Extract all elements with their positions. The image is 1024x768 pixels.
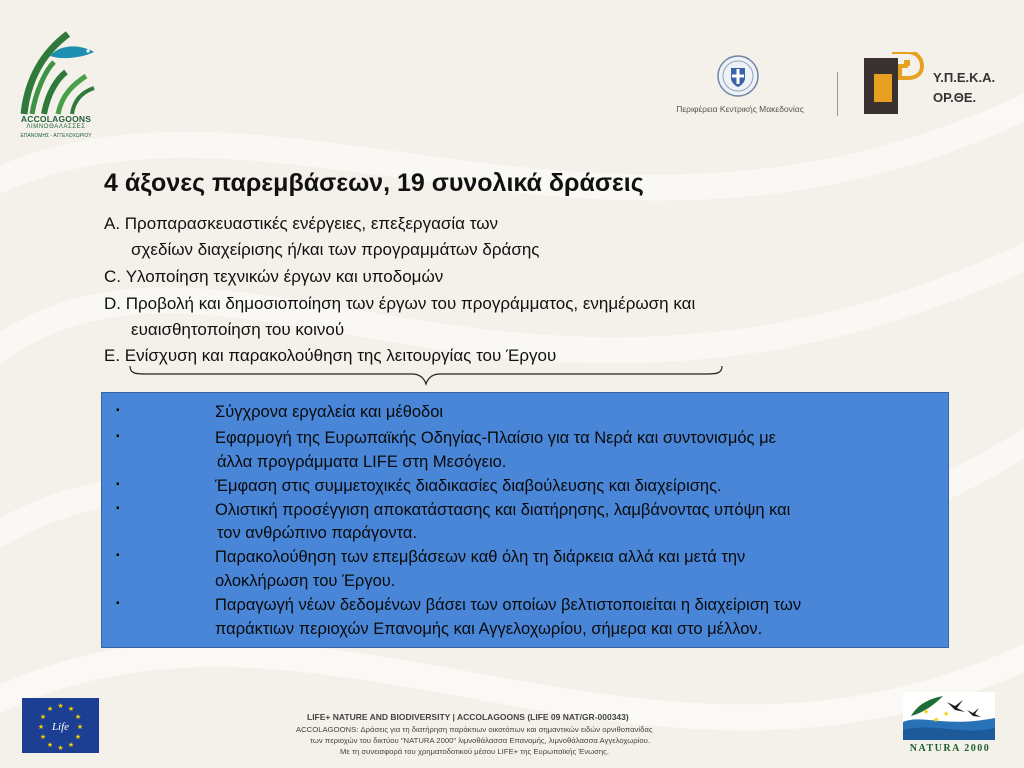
benefit-line: Έμφαση στις συμμετοχικές διαδικασίες διαβούλευσης και διαχείρισης. xyxy=(215,477,722,495)
curly-brace xyxy=(128,364,724,386)
greek-seal-icon xyxy=(716,54,760,98)
ypeka-title: Υ.Π.Ε.Κ.Α. xyxy=(933,70,996,85)
natura-2000-logo xyxy=(903,692,995,750)
svg-text:★: ★ xyxy=(37,723,45,731)
svg-text:★: ★ xyxy=(943,710,950,718)
axis-d-line-1: D. Προβολή και δημοσιοποίηση των έργων του προγράμματος, ενημέρωση και xyxy=(104,294,696,313)
axis-e-line: E. Ενίσχυση και παρακολούθηση της λειτουργίας του Έργου xyxy=(104,346,557,365)
eu-life-label: Life xyxy=(51,721,70,733)
axis-c-line: C. Υλοποίηση τεχνικών έργων και υποδομών xyxy=(104,267,444,286)
accolagoons-subtitle-2: ΕΠΑΝΟΜΗΣ - ΑΓΓΕΛΟΧΩΡΙΟΥ xyxy=(20,133,92,139)
svg-text:★: ★ xyxy=(67,741,75,749)
benefit-line: Σύγχρονα εργαλεία και μέθοδοι xyxy=(215,403,444,421)
header-divider xyxy=(837,72,838,116)
footer-program-line: LIFE+ NATURE AND BIODIVERSITY | ACCOLAGOONS (LIFE 09 NAT/GR-000343) xyxy=(307,712,629,722)
svg-text:★: ★ xyxy=(933,716,940,724)
bullet-icon: ▪ xyxy=(116,550,120,561)
accolagoons-name: ACCOLAGOONS xyxy=(20,114,92,124)
accolagoons-subtitle: ΛΙΜΝΟΘΑΛΑΣΣΕΣ xyxy=(26,124,86,130)
orthe-title: ΟΡ.ΘΕ. xyxy=(933,90,977,105)
benefit-line: τον ανθρώπινο παράγοντα. xyxy=(217,524,418,542)
axis-a-line-1: A. Προπαρασκευαστικές ενέργειες, επεξεργασία των xyxy=(104,214,498,233)
eu-life-logo xyxy=(22,698,99,753)
benefit-line: παράκτιων περιοχών Επανομής και Αγγελοχωρίου, σήμερα και στο μέλλον. xyxy=(215,620,763,638)
footer-description-line: ACCOLAGOONS: Δράσεις για τη διατήρηση παράκτιων οικοτόπων και σημαντικών ειδών ορνιθοπανίδας xyxy=(296,725,653,734)
svg-text:★: ★ xyxy=(46,741,54,749)
axis-d-line-2: ευαισθητοποίηση του κοινού xyxy=(131,320,345,339)
bullet-icon: ▪ xyxy=(116,598,120,609)
svg-text:★: ★ xyxy=(46,705,54,713)
svg-text:★: ★ xyxy=(76,723,84,731)
ypeka-logo xyxy=(864,52,924,114)
bullet-icon: ▪ xyxy=(116,431,120,442)
benefit-line: Παραγωγή νέων δεδομένων βάσει των οποίων βελτιστοποιείται η διαχείριση των xyxy=(215,596,802,614)
svg-text:★: ★ xyxy=(74,713,82,721)
benefit-line: Ολιστική προσέγγιση αποκατάστασης και διατήρησης, λαμβάνοντας υπόψη και xyxy=(215,501,791,519)
benefits-box xyxy=(101,392,949,648)
svg-text:★: ★ xyxy=(57,744,64,752)
bullet-icon: ▪ xyxy=(116,503,120,514)
footer-areas-line: των περιοχών του δικτύου "NATURA 2000" λιμνοθάλασσα Επανομής, λιμνοθάλασσα Αγγελοχωρίου. xyxy=(310,736,650,745)
svg-text:★: ★ xyxy=(74,733,82,741)
benefit-line: Παρακολούθηση των επεμβάσεων καθ όλη τη διάρκεια αλλά και μετά την xyxy=(215,548,746,566)
page-title: 4 άξονες παρεμβάσεων, 19 συνολικά δράσεις xyxy=(104,169,644,197)
natura-2000-label: NATURA 2000 xyxy=(909,743,991,754)
svg-text:★: ★ xyxy=(67,705,75,713)
benefit-line: ολοκλήρωση του Έργου. xyxy=(215,572,396,590)
footer-funding-line: Με τη συνεισφορά του χρηματοδοτικού μέσου LIFE+ της Ευρωπαϊκής Ένωσης. xyxy=(340,747,610,756)
svg-text:★: ★ xyxy=(923,708,930,716)
svg-text:★: ★ xyxy=(39,733,47,741)
svg-text:★: ★ xyxy=(39,713,47,721)
bullet-icon: ▪ xyxy=(116,479,120,490)
bullet-icon: ▪ xyxy=(116,405,120,416)
svg-text:★: ★ xyxy=(57,702,64,710)
region-label: Περιφέρεια Κεντρικής Μακεδονίας xyxy=(676,104,804,114)
benefit-line: άλλα προγράμματα LIFE στη Μεσόγειο. xyxy=(217,453,507,471)
benefit-line: Εφαρμογή της Ευρωπαϊκής Οδηγίας-Πλαίσιο για τα Νερά και συντονισμός με xyxy=(215,429,776,447)
axis-a-line-2: σχεδίων διαχείρισης ή/και των προγραμμάτων δράσης xyxy=(131,240,540,259)
